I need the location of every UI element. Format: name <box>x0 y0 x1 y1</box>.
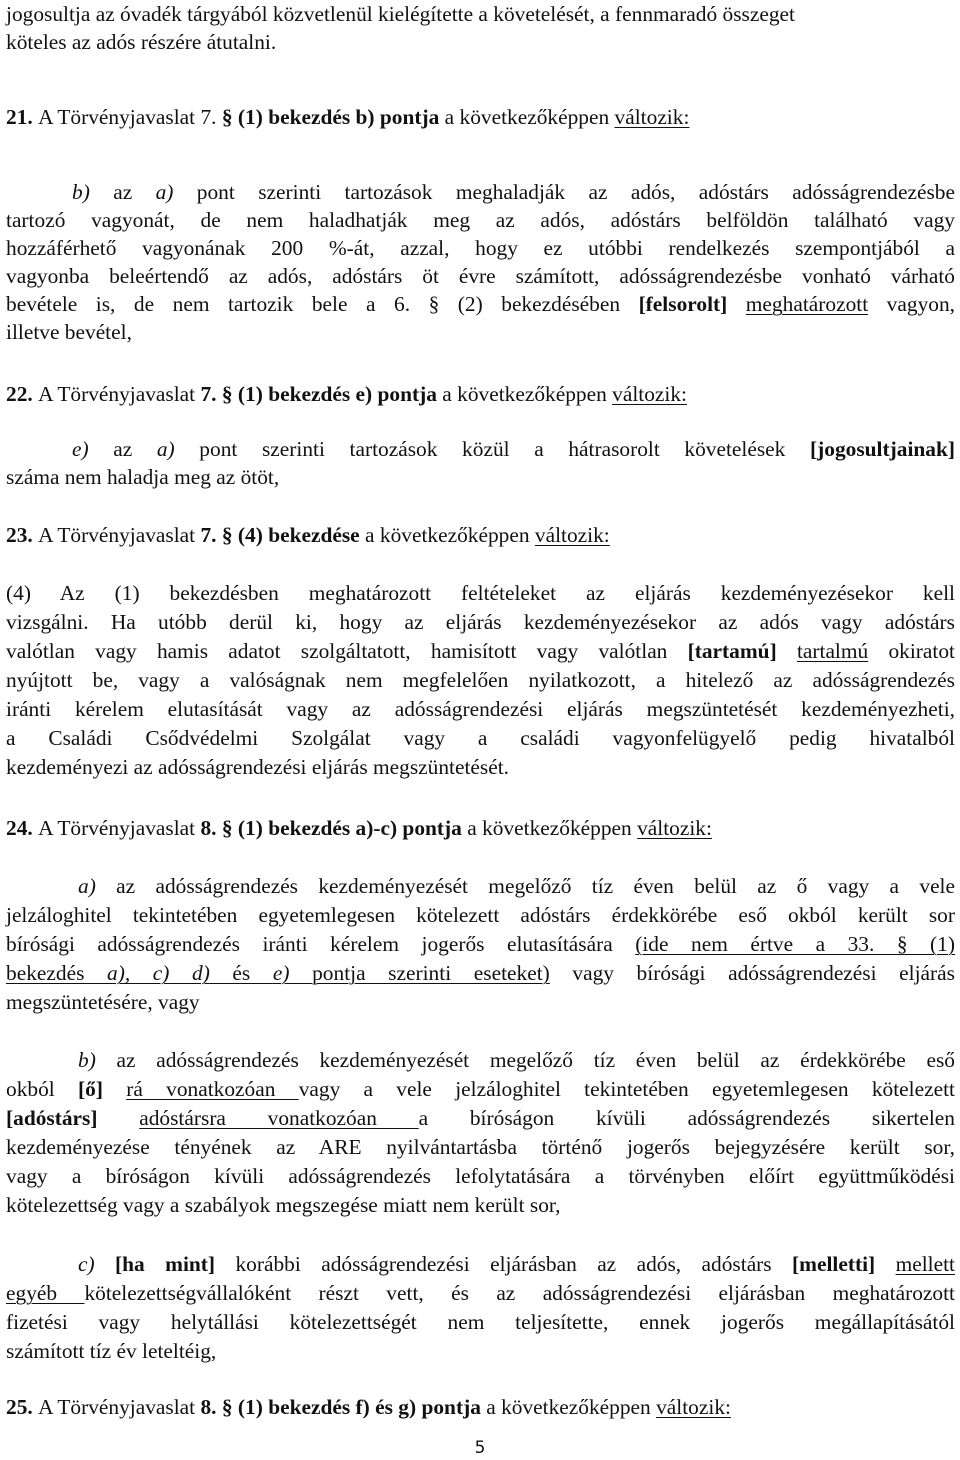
text-line: okból [ő] rá vonatkozóan vagy a vele jelzáloghitel tekintetében egyetemlegesen kötelezett <box>6 1077 955 1101</box>
text-line: a) az adósságrendezés kezdeményezését megelőző tíz éven belül az ő vagy a vele <box>78 874 955 898</box>
amendment-heading-25: 25. A Törvényjavaslat 8. § (1) bekezdés f) és g) pontja a következőképpen változik: <box>6 1395 731 1419</box>
text-line: kötelezettség vagy a szabályok megszegése miatt nem került sor, <box>6 1193 561 1217</box>
amendment-heading-24: 24. A Törvényjavaslat 8. § (1) bekezdés a)-c) pontja a következőképpen változik: <box>6 816 712 840</box>
text-line: (4) Az (1) bekezdésben meghatározott feltételeket az eljárás kezdeményezésekor kell <box>6 581 955 605</box>
text-line: nyújtott be, vagy a valóságnak nem megfelelően nyilatkozott, a hitelező az adósságrendezés <box>6 668 955 692</box>
amendment-heading-21: 21. A Törvényjavaslat 7. § (1) bekezdés b) pontja a következőképpen változik: <box>6 105 690 129</box>
page-number: 5 <box>474 1438 486 1458</box>
text-line: a Családi Csődvédelmi Szolgálat vagy a családi vagyonfelügyelő pedig hivatalból <box>6 726 955 750</box>
text-line: egyéb kötelezettségvállalóként részt vett, és az adósságrendezési eljárásban meghatározott <box>6 1281 955 1305</box>
text-line: megszüntetésére, vagy <box>6 990 200 1014</box>
amendment-heading-23: 23. A Törvényjavaslat 7. § (4) bekezdése a következőképpen változik: <box>6 523 610 547</box>
text-line: e) az a) pont szerinti tartozások közül a hátrasorolt követelések [jogosultjainak] <box>72 437 955 461</box>
text-line: [adóstárs] adóstársra vonatkozóan a bíróságon kívüli adósságrendezés sikertelen <box>6 1106 955 1130</box>
text-line: hozzáférhető vagyonának 200 %-át, azzal, hogy ez utóbbi rendelkezés szempontjából a <box>6 236 955 260</box>
text-line: illetve bevétel, <box>6 320 132 344</box>
text-line: b) az adósságrendezés kezdeményezését megelőző tíz éven belül az érdekkörébe eső <box>78 1048 955 1072</box>
text-line: száma nem haladja meg az ötöt, <box>6 465 280 489</box>
text-line: b) az a) pont szerinti tartozások meghaladják az adós, adóstárs adósságrendezésbe <box>72 180 955 204</box>
text-line: valótlan vagy hamis adatot szolgáltatott, hamisított vagy valótlan [tartamú] tartalmú okiratot <box>6 639 955 663</box>
text-line: köteles az adós részére átutalni. <box>6 30 277 54</box>
text-line: fizetési vagy helytállási kötelezettségét nem teljesítette, ennek jogerős megállapításától <box>6 1310 955 1334</box>
text-line: iránti kérelem elutasítását vagy az adósságrendezési eljárás megszüntetését kezdeményezheti, <box>6 697 955 721</box>
text-line: tartozó vagyonát, de nem haladhatják meg az adós, adóstárs belföldön található vagy <box>6 208 955 232</box>
text-line: vagy a bíróságon kívüli adósságrendezés lefolytatására a törvényben előírt együttműködési <box>6 1164 955 1188</box>
text-line: c) [ha mint] korábbi adósságrendezési eljárásban az adós, adóstárs [melletti] mellett <box>78 1252 955 1276</box>
amendment-heading-22: 22. A Törvényjavaslat 7. § (1) bekezdés e) pontja a következőképpen változik: <box>6 382 688 406</box>
text-line: jelzáloghitel tekintetében egyetemlegesen kötelezett adóstárs érdekkörébe eső okból került sor <box>6 903 955 927</box>
text-line: vizsgálni. Ha utóbb derül ki, hogy az eljárás kezdeményezésekor az adós vagy adóstárs <box>6 610 955 634</box>
text-line: bevétele is, de nem tartozik bele a 6. § (2) bekezdésében [felsorolt] meghatározott vagyon, <box>6 292 955 316</box>
text-line: számított tíz év leteltéig, <box>6 1339 217 1363</box>
text-line: jogosultja az óvadék tárgyából közvetlenül kielégítette a követelését, a fennmaradó összeget <box>6 2 795 26</box>
text-line: bekezdés a), c) d) és e) pontja szerinti eseteket) vagy bírósági adósságrendezési eljárás <box>6 961 955 985</box>
text-line: kezdeményezése tényének az ARE nyilvántartásba történő jogerős bejegyzésére került sor, <box>6 1135 955 1159</box>
text-line: vagyonba beleértendő az adós, adóstárs öt évre számított, adósságrendezésbe vonható várható <box>6 264 955 288</box>
text-line: bírósági adósságrendezés iránti kérelem jogerős elutasítására (ide nem értve a 33. § (1) <box>6 932 956 956</box>
text-line: kezdeményezi az adósságrendezési eljárás megszüntetését. <box>6 755 510 779</box>
